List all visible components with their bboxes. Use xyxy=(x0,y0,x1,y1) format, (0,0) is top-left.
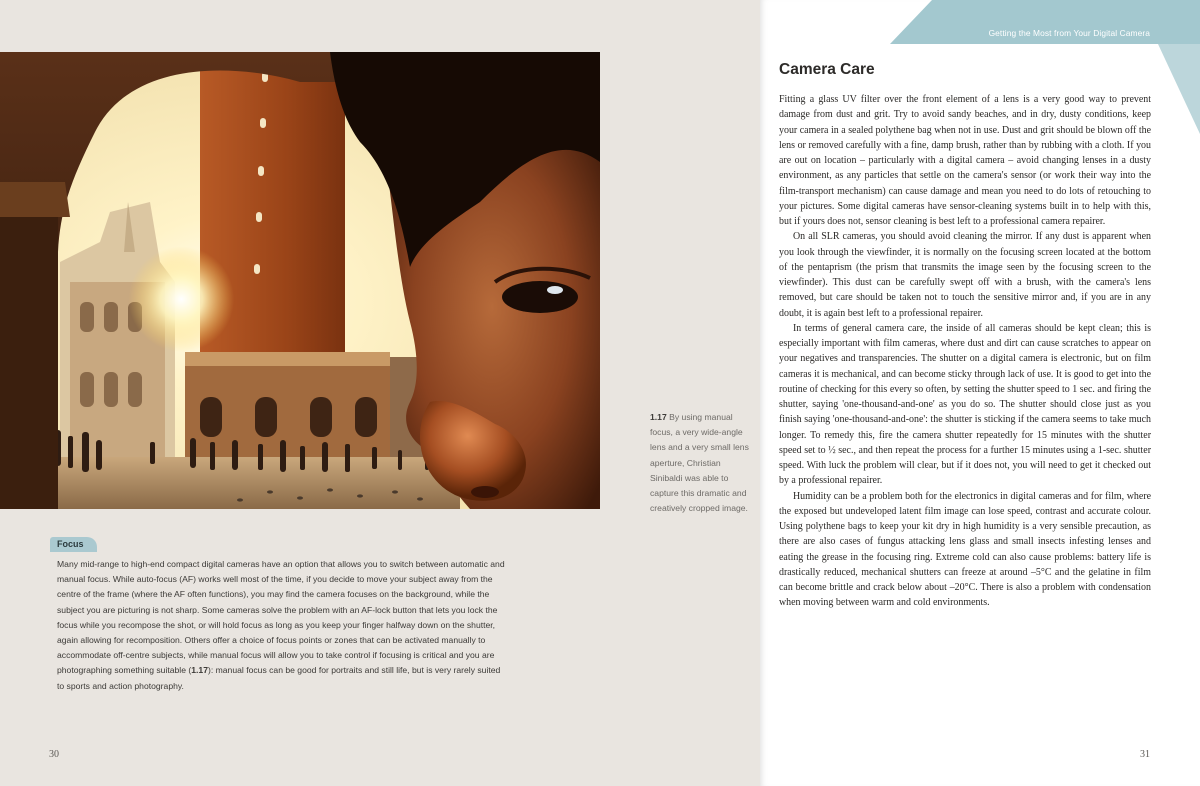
focus-box-text: Many mid-range to high-end compact digital cameras have an option that allows you to switch between automatic and manual focus. While auto-focus (AF) works well most of the time, if you decide to move your subject away from the centre of the frame (where the AF often functions), you may find the camera focuses on the background, while the subject you are picturing is not sharp. Some cameras solve the problem with an AF-lock button that lets you lock the focus while you recompose the shot, or will hold focus as long as you keep your finger halfway down on the shutter, again allowing for recomposition. Others offer a choice of focus points or zones that can be activated manually to accommodate off-centre subjects, while manual focus will allow you to take control if focusing is critical and you are photographing something suitable (1.17): manual focus can be good for portraits and still life, but is very rarely suited to sports and action photography. xyxy=(57,559,505,691)
body-paragraph: On all SLR cameras, you should avoid cleaning the mirror. If any dust is apparent when you look through the viewfinder, it is normally on the focusing screen located at the bottom of the pentaprism (the prism that transmits the image seen by the focusing screen to the viewfinder). This dust can be carefully swept off with a brush, with the camera's lens removed, but care should be taken not to touch the sensitive mirror and, if you are in any doubt, it is again best left to a professional repairer. xyxy=(779,231,1151,319)
running-head: Getting the Most from Your Digital Camera xyxy=(988,28,1150,38)
page-number-left: 30 xyxy=(49,749,59,760)
figure-caption xyxy=(650,410,754,516)
right-page xyxy=(760,0,1200,786)
body-paragraph: In terms of general camera care, the inside of all cameras should be kept clean; this is especially important with film cameras, where dust and dirt can cause scratches to appear on your negatives and transparencies. The shutter on a digital camera is electronic, but on film cameras it is mechanical, and can become sticky through lack of use. It is good to get into the routine of checking for this every so often, by setting the shutter speed to 1 sec. and firing the shutter, saying 'one-thousand-and-one' as you do so. The shutter should close just as you finish saying 'one-thousand-and-one': the shutter is sticking if the camera seems to take much longer. To remedy this, fire the camera shutter repeatedly for 15 minutes with the shutter speed set to ½ sec., and then repeat the process for a further 15 minutes using a 1-sec. shutter speed. With luck the problem will clear, but if it does not, you will need to get it checked out by a professional repairer. xyxy=(779,322,1151,487)
focus-sidebar-box xyxy=(49,552,507,694)
body-paragraph: Fitting a glass UV filter over the front element of a lens is a very good way to prevent damage from dust and grit. Try to avoid sandy beaches, and in dry, dusty conditions, keep your camera in a sealed polythene bag when not in use. Dust and grit should be blown off the lens or removed carefully with a fine, damp brush, rather than by rubbing with a cloth. If you are out on location – particularly with a digital camera – avoid changing lenses in a dusty environment, as any particles that settle on the camera's sensor (or work their way into the film-transport mechanism) can cause damage and mean you need to do lots of retouching to your pictures. Some digital cameras have sensor-cleaning systems built in to help with this, but if yours does not, sensor cleaning is best left to a professional camera repairer. xyxy=(779,94,1151,227)
caption-figure-ref: 1.17 xyxy=(650,412,667,422)
focus-box-label: Focus xyxy=(57,539,84,549)
focus-figure-ref: 1.17 xyxy=(191,665,208,676)
page-title: Camera Care xyxy=(779,61,875,78)
venice-portrait-photo xyxy=(0,52,600,509)
body-paragraph: Humidity can be a problem both for the electronics in digital cameras and for film, where the exposed but undeveloped latent film image can lose speed, contrast and accurate colour. Using polythene bags to keep your kit dry in high humidity is a very sensible precaution, as there are also cases of fungus attacking lens glass and small insects infesting lenses and eating the grease in the focusing ring. Extreme cold can also cause problems: battery life is drastically reduced, mechanical shutters can freeze at around –5°C and the gelatine in film can become brittle and crack below about –20°C. There is also a problem with condensation when moving between warm and cold environments. xyxy=(779,490,1151,609)
photo-illustration xyxy=(0,52,600,509)
body-text xyxy=(779,92,1151,611)
page-number-right: 31 xyxy=(1140,749,1150,760)
caption-text: By using manual focus, a very wide-angle lens and a very small lens aperture, Christian Sinibaldi was able to capture this dramatic and creatively cropped image. xyxy=(650,412,749,514)
focus-box-tab xyxy=(50,537,97,552)
